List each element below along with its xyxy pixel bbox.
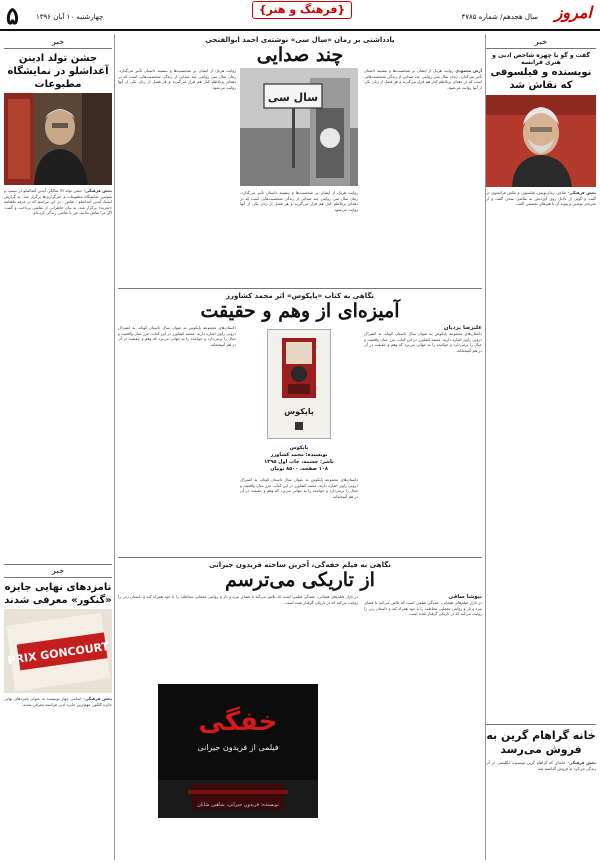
article-title: خانه گراهام گرین به فروش می‌رسد (486, 729, 596, 756)
section-banner: {فرهنگ و هنر} (252, 1, 352, 19)
article-body: روایت هریک از ایشان بر شخصیت‌ها و بیشینه داستان تأثیر می‌گذارد. رمان سال سی روایتی چند صدایی از زندگی شخصیت‌هایی است که در دهه‌ای پرتلاطم کنار هم قرار می‌گیرند و هر فصل از زبان یکی از آنها روایت می‌شود. (240, 190, 358, 212)
portrait-image (4, 93, 112, 185)
page-number: ۵ (6, 1, 19, 30)
article-title: جشن تولد ادینن آغداشلو در نمایشگاه مطبوعات (7, 53, 109, 90)
article-headline: از تاریکی می‌ترسم (225, 569, 375, 591)
article-body: در بازار فیلم‌های هیجانی، خفه‌گی فیلمی است که تلاش می‌کند با فضای تیره و تار و روایتی معمایی مخاطب را با خود همراه کند و داستان زنی را روایت می‌کند که در تاریکی گرفتار شده است. (118, 594, 358, 605)
film-poster (158, 684, 318, 818)
news-kicker: خبر (51, 567, 65, 575)
article-sal-si (118, 36, 482, 284)
poster-credits: نویسنده: فریدون جیرانی، شاهین شایان (197, 802, 279, 808)
writer-photo (486, 95, 596, 187)
article-khafegi (118, 561, 482, 819)
article-title: نامزدهای نهایی جایزه «گنکور» معرفی شدند (4, 582, 112, 606)
article-body: داستان‌های مجموعه پاپکوس به عنوان سال داستان کوتاه، به اشتراک درونی راوی اشاره دارند. محمد کشاورز در این کتاب، مرز میان واقعیت و خیال را برمی‌دارد و خواننده را به جهانی می‌برد که وهم و حقیقت در آن در هم آمیخته‌اند. (240, 477, 358, 499)
article-supertitle: یادداشتی بر رمان «سال سی» نوشته‌ی احمد ابوالفتحی (205, 36, 395, 44)
article-body: بخش فرهنگی- شاعر، رمان‌نویس، فیلسوف و نقاش فرانسوی در گفت و گویی از دلایل روی آوردنش به نقاشی سخن گفت و از تجربه‌ی نوشتن و پیوند آن با هنرهای تجسمی گفت. (486, 190, 596, 207)
byline: علیرضا یزدیان (443, 325, 482, 331)
article-headline: چند صدایی (256, 44, 344, 66)
street-sign-photo (240, 68, 358, 186)
poster-title: خفگی (198, 707, 278, 737)
poster-subtitle: فیلمی از فریدون جیرانی (197, 743, 279, 752)
book-caption-title: پاپکوس (289, 445, 309, 451)
news-kicker: خبر (51, 38, 65, 46)
book-caption-line: ۱۰۸ صفحه، ۸۵۰۰ تومان (270, 466, 328, 472)
book-cover-image (268, 330, 330, 438)
article-body: داستان‌های مجموعه پاپکوس به عنوان سال داستان کوتاه، به اشتراک درونی راوی اشاره دارند. محمد کشاورز در این کتاب، مرز میان واقعیت و خیال را برمی‌دارد و خواننده را به جهانی می‌برد که وهم و حقیقت در آن در هم آمیخته‌اند. (118, 325, 236, 347)
right-column (486, 36, 596, 864)
column-divider (114, 34, 115, 860)
portrait-image (486, 95, 596, 187)
article-supertitle: نگاهی به کتاب «پاپکوس» اثر محمد کشاورز (225, 292, 375, 300)
book-title: پاپکوس (284, 407, 314, 416)
article-headline: آمیزه‌ای از وهم و حقیقت (200, 300, 400, 322)
article-body: روایت هریک از ایشان بر شخصیت‌ها و بیشینه داستان تأثیر می‌گذارد. رمان سال سی روایتی چند صدایی از زندگی شخصیت‌هایی است که در دهه‌ای پرتلاطم کنار هم قرار می‌گیرند و هر فصل از زبان یکی از آنها روایت می‌شود. (118, 68, 236, 90)
article-papkoos (118, 292, 482, 553)
article-body: داستان‌های مجموعه پاپکوس به عنوان سال داستان کوتاه، به اشتراک درونی راوی اشاره دارند. محمد کشاورز در این کتاب، مرز میان واقعیت و خیال را برمی‌دارد و خواننده را به جهانی می‌برد که وهم و حقیقت در آن در هم آمیخته‌اند. (364, 331, 482, 353)
byline: نیوشا ساقی (448, 594, 482, 600)
article-body: بخش فرهنگی- اسامی چهار نویسنده به عنوان نامزدهای نهایی جایزه گنکور، مهم‌ترین جایزه ادبی فرانسه معرفی شدند. (4, 696, 112, 707)
sign-text: سال سی (267, 91, 319, 104)
page-header (0, 0, 600, 31)
newspaper-logo: امروز (554, 3, 592, 22)
street-sign-image (240, 68, 358, 186)
byline: آرش محمودی (455, 68, 482, 73)
goncourt-photo (4, 609, 112, 693)
issue-date: چهارشنبه ۱۰ آبان ۱۳۹۶ (36, 13, 104, 21)
article-overline: گفت و گو با چهره شاخص ادبی و هنری فرانسه (492, 52, 590, 66)
book-caption-line: ناشر: چشمه، چاپ اول ۱۳۹۵ (264, 459, 334, 465)
article-body: بخش فرهنگی- خانه‌ای که گراهام گرین نویسنده انگلیسی در آن زندگی می‌کرد به فروش گذاشته شد. (486, 760, 596, 771)
prix-goncourt-text: PRIX GONCOURT (6, 639, 110, 668)
left-column (4, 36, 112, 864)
article-supertitle: نگاهی به فیلم خفه‌گی، آخرین ساخته فریدون جیرانی (209, 561, 391, 569)
article-body: بخش فرهنگی- جشن تولد ۷۷ سالگی آیدین آغداشلو در بیست و سومین نمایشگاه مطبوعات و خبرگزاری‌ها برگزار شد. به گزارش ایسنا، آیدین آغداشلو - نقاش - در این مراسم که در غرفه ماهنامه «تجربه» برگزار شد، به بیان خاطراتی از نقاشی پرداخت و گفت: اگر مرا نقاش بدانید، من با نقاشی زندگی کرده‌ام. (4, 188, 112, 216)
aghdashloo-photo (4, 93, 112, 185)
book-cover (267, 329, 331, 439)
article-body: آرش محمودی روایت هریک از ایشان بر شخصیت‌ها و بیشینه داستان تأثیر می‌گذارد. رمان سال سی روایتی چند صدایی از زندگی شخصیت‌هایی است که در دهه‌ای پرتلاطم کنار هم قرار می‌گیرند و هر فصل از زبان یکی از آنها روایت می‌شود. (364, 68, 482, 90)
article-body: در بازار فیلم‌های هیجانی، خفه‌گی فیلمی است که تلاش می‌کند با فضای تیره و تار و روایتی معمایی مخاطب را با خود همراه کند و داستان زنی را روایت می‌کند که در تاریکی گرفتار شده است. (364, 600, 482, 617)
news-kicker: خبر (534, 38, 548, 46)
book-caption-line: نویسنده: محمد کشاورز (270, 452, 328, 458)
issue-number: سال هجدهم/ شماره ۴۷۸۵ (461, 13, 538, 21)
main-column (118, 36, 482, 864)
article-title: نویسنده و فیلسوفی که نقاش شد (490, 67, 592, 91)
film-poster-image (158, 684, 318, 818)
book-band-image (4, 609, 112, 693)
